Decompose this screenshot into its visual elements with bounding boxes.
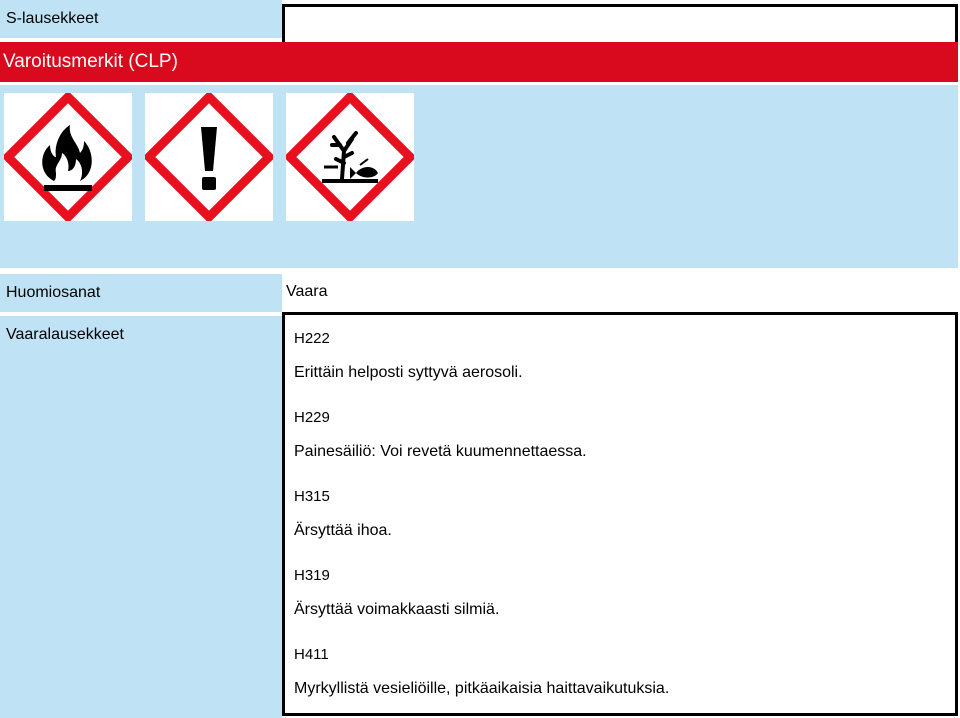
- hazard-code: H319: [294, 567, 330, 584]
- hazard-code: H222: [294, 330, 330, 347]
- s-phrases-label-text: S-lausekkeet: [6, 10, 99, 27]
- pictograms-heading: Varoitusmerkit (CLP): [3, 51, 178, 72]
- s-phrases-label: [0, 0, 282, 38]
- hazard-statement: [294, 408, 955, 462]
- signal-word-value-cell: [282, 274, 958, 310]
- hazard-statement: [294, 645, 955, 699]
- hazard-statements-label-text: Vaaralausekkeet: [6, 326, 124, 343]
- hazard-statement: [294, 566, 955, 620]
- s-phrases-value-box: [282, 4, 958, 46]
- hazard-code: H229: [294, 409, 330, 426]
- hazard-text: Ärsyttää voimakkaasti silmiä.: [294, 601, 500, 618]
- environment-pictogram-icon: [286, 93, 414, 221]
- hazard-text: Myrkyllistä vesieliöille, pitkäaikaisia haittavaikutuksia.: [294, 680, 670, 697]
- flame-pictogram-icon: [4, 93, 132, 221]
- exclamation-mark-pictogram-icon: [145, 93, 273, 221]
- hazard-text: Painesäiliö: Voi revetä kuumennettaessa.: [294, 443, 587, 460]
- hazard-statement-list: [285, 315, 955, 699]
- hazard-statements-label: [0, 316, 282, 718]
- signal-word-value: Vaara: [286, 283, 328, 300]
- pictograms-heading-banner: [0, 42, 958, 82]
- pictogram-area: [0, 85, 958, 268]
- hazard-statement: [294, 329, 955, 383]
- hazard-text: Erittäin helposti syttyvä aerosoli.: [294, 364, 523, 381]
- hazard-code: H411: [294, 646, 329, 663]
- hazard-statement: [294, 487, 955, 541]
- hazard-code: H315: [294, 488, 330, 505]
- signal-word-label-text: Huomiosanat: [6, 284, 101, 301]
- hazard-statements-box: [282, 312, 958, 716]
- signal-word-label: [0, 274, 282, 312]
- hazard-text: Ärsyttää ihoa.: [294, 522, 392, 539]
